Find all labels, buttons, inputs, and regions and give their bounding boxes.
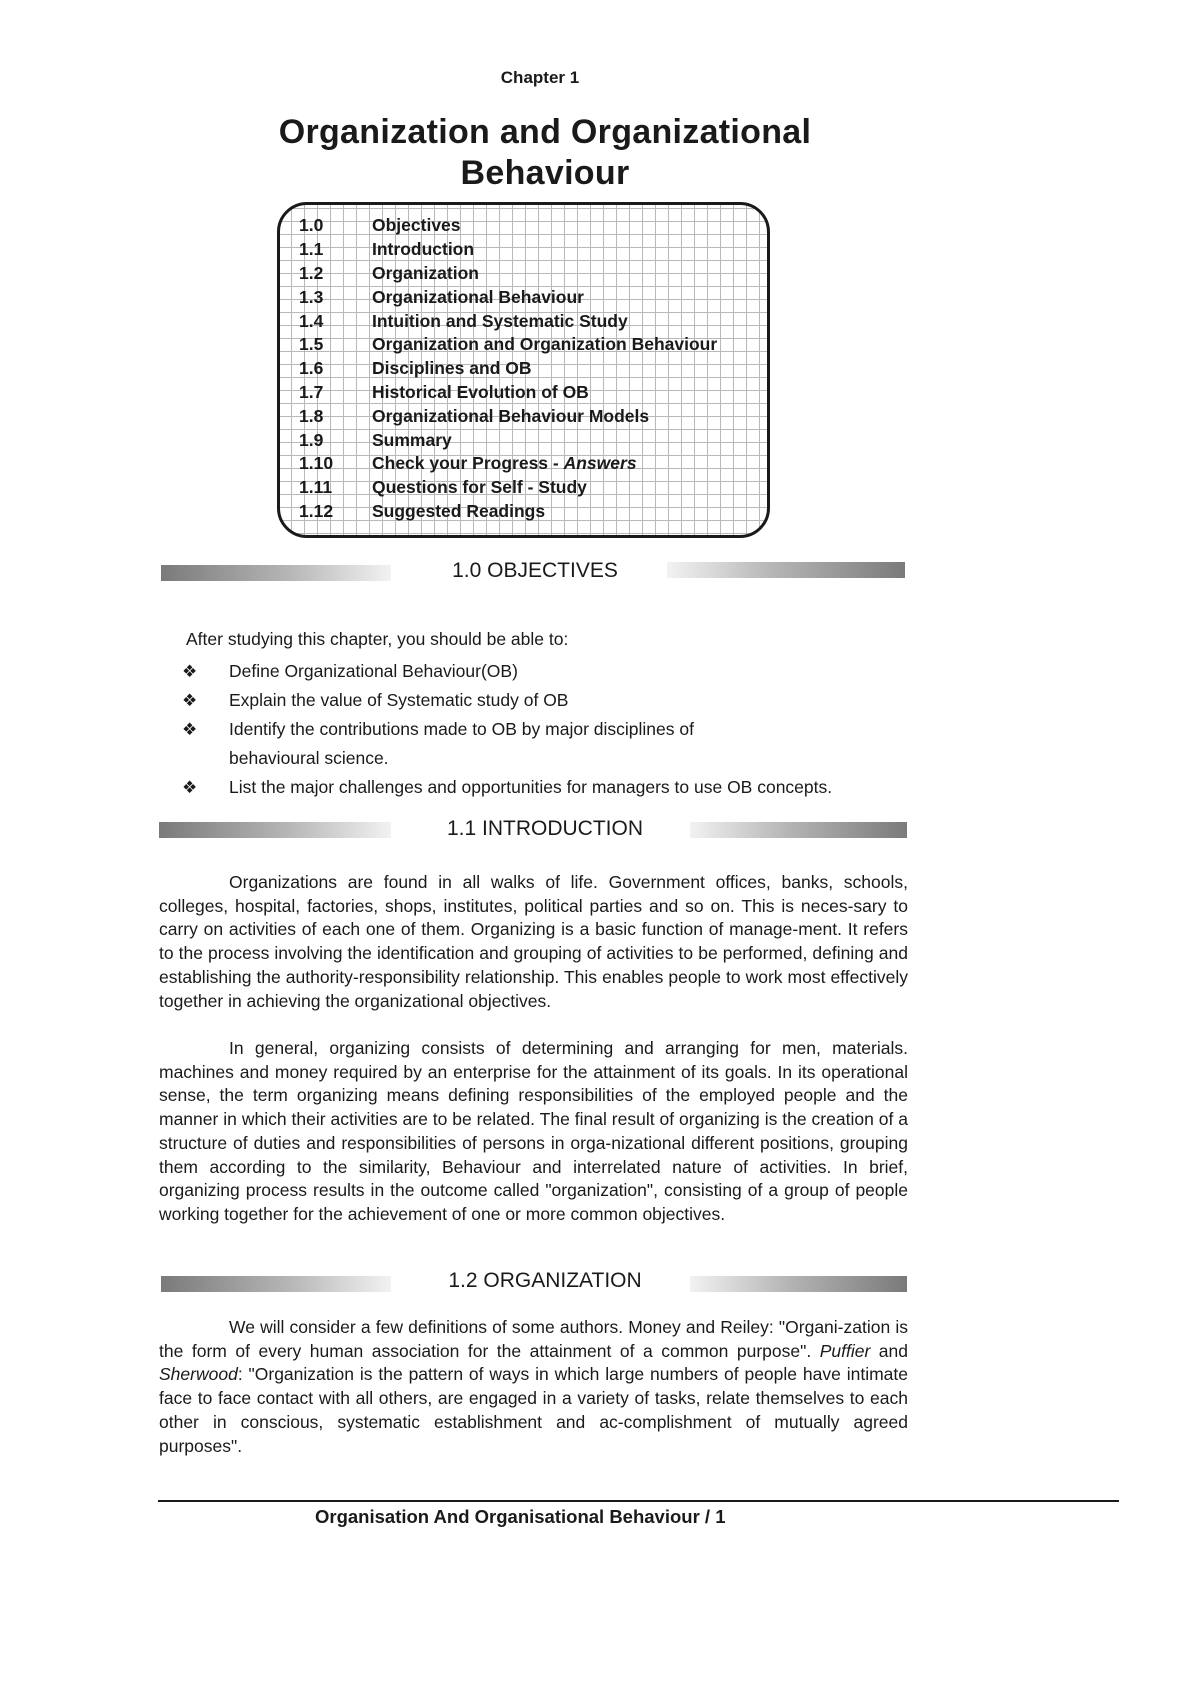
toc-title: Intuition and Systematic Study <box>372 310 628 331</box>
title-line-2: Behaviour <box>460 154 630 192</box>
bullet-diamond-icon: ❖ <box>182 691 198 710</box>
toc-title: Suggested Readings <box>372 500 546 521</box>
page-footer: Organisation And Organisational Behaviour / 1 <box>315 1506 726 1527</box>
toc-title: Introduction <box>372 239 475 260</box>
title-line-1: Organization and Organizational <box>278 113 812 151</box>
toc-number: 1.6 <box>299 358 324 379</box>
toc-title: Summary <box>372 429 452 450</box>
objective-text: Explain the value of Systematic study of OB <box>229 690 569 710</box>
toc-number: 1.11 <box>299 477 333 498</box>
page-title <box>0 112 1090 194</box>
objective-item <box>182 715 902 773</box>
organization-heading: 1.2 ORGANIZATION <box>448 1269 642 1292</box>
toc-title: Organization and Organization Behaviour <box>372 334 718 355</box>
introduction-paragraph-2-text: In general, organizing consists of determining and arranging for men, materials. machines and money required by an enterprise for the attainment of its goals. In its operational sense, the term organizing means defining responsibilities of the employed people and the manner in which their activities are to be related. The final result of organizing is the creation of a structure of duties and responsibilities of persons in orga-nizational different positions, grouping them according to the similarity, Behaviour and interrelated nature of activities. In brief, organizing process results in the outcome called "organization", consisting of a group of people working together for the achievement of one or more common objectives. <box>159 1038 908 1224</box>
toc-item <box>299 238 717 262</box>
objectives-list <box>182 657 902 802</box>
toc-item <box>299 404 717 428</box>
introduction-paragraph-1 <box>159 871 908 1013</box>
toc-number: 1.4 <box>299 310 324 331</box>
toc-number: 1.7 <box>299 381 324 402</box>
toc-title: Organization <box>372 262 479 283</box>
chapter-label: Chapter 1 <box>500 68 580 87</box>
table-of-contents-box <box>277 202 770 538</box>
organization-text-a: We will consider a few definitions of some authors. Money and Reiley: "Organi-zation is the form of every human association for the attainment of a common purpose". <box>159 1317 908 1361</box>
toc-title: Organizational Behaviour Models <box>372 405 650 426</box>
toc-title: Historical Evolution of OB <box>372 381 589 402</box>
toc-number: 1.10 <box>299 453 334 474</box>
toc-item <box>299 500 717 524</box>
introduction-heading: 1.1 INTRODUCTION <box>446 817 643 840</box>
objectives-intro: After studying this chapter, you should be able to: <box>186 629 569 649</box>
toc-item <box>299 381 717 405</box>
toc-item <box>299 309 717 333</box>
toc-item <box>299 262 717 286</box>
objective-item <box>182 657 902 686</box>
toc-title: Questions for Self - Study <box>372 477 587 498</box>
toc-number: 1.0 <box>299 215 324 236</box>
toc-number: 1.12 <box>299 500 334 521</box>
introduction-paragraph-1-text: Organizations are found in all walks of life. Government offices, banks, schools, colleges, hospital, factories, shops, institutes, political parties and so on. This is neces-sary to carry on activities of each one of them. Organizing is a basic function of manage-ment. It refers to the process involving the identification and grouping of activities to be performed, defining and establishing the authority-responsibility relationship. This enables people to work most effectively together in achieving the organizational objectives. <box>159 872 908 1011</box>
organization-text-b: and <box>870 1340 908 1361</box>
toc-title: Organizational Behaviour <box>372 286 584 307</box>
introduction-paragraph-2 <box>159 1037 908 1227</box>
toc-title-italic: Answers <box>563 453 637 474</box>
toc-number: 1.9 <box>299 429 324 450</box>
toc-number: 1.3 <box>299 286 324 307</box>
toc-number: 1.1 <box>299 239 324 260</box>
objective-text: Define Organizational Behaviour(OB) <box>229 661 518 681</box>
bullet-diamond-icon: ❖ <box>182 662 198 681</box>
toc-item <box>299 333 717 357</box>
toc-number: 1.5 <box>299 334 324 355</box>
organization-paragraph <box>159 1316 908 1458</box>
bullet-diamond-icon: ❖ <box>182 720 198 739</box>
toc-number: 1.2 <box>299 262 324 283</box>
toc-item <box>299 428 717 452</box>
toc-item <box>299 452 717 476</box>
author-name: Puffier <box>819 1340 871 1361</box>
objective-text: List the major challenges and opportunities for managers to use OB concepts. <box>229 777 833 797</box>
objective-text: Identify the contributions made to OB by major disciplines of behavioural science. <box>229 719 694 768</box>
toc-item <box>299 214 717 238</box>
toc-number: 1.8 <box>299 405 324 426</box>
objectives-heading: 1.0 OBJECTIVES <box>452 559 618 582</box>
author-name: Sherwood <box>159 1364 238 1385</box>
toc-item <box>299 357 717 381</box>
organization-text-c: : "Organization is the pattern of ways in which large numbers of people have intimate face to face contact with all others, are engaged in a variety of tasks, relate themselves to each other in conscious, systematic establishment and ac-complishment of mutually agreed purposes". <box>159 1364 908 1456</box>
toc-title-text: Check your Progress - <box>372 453 564 474</box>
footer-rule <box>158 1500 1119 1502</box>
objective-item <box>182 773 902 802</box>
toc-list <box>299 214 717 523</box>
toc-title: Objectives <box>372 215 461 236</box>
toc-item <box>299 476 717 500</box>
objective-item <box>182 686 902 715</box>
toc-title: Disciplines and OB <box>372 358 532 379</box>
toc-title <box>372 453 637 474</box>
toc-item <box>299 285 717 309</box>
bullet-diamond-icon: ❖ <box>182 778 198 797</box>
